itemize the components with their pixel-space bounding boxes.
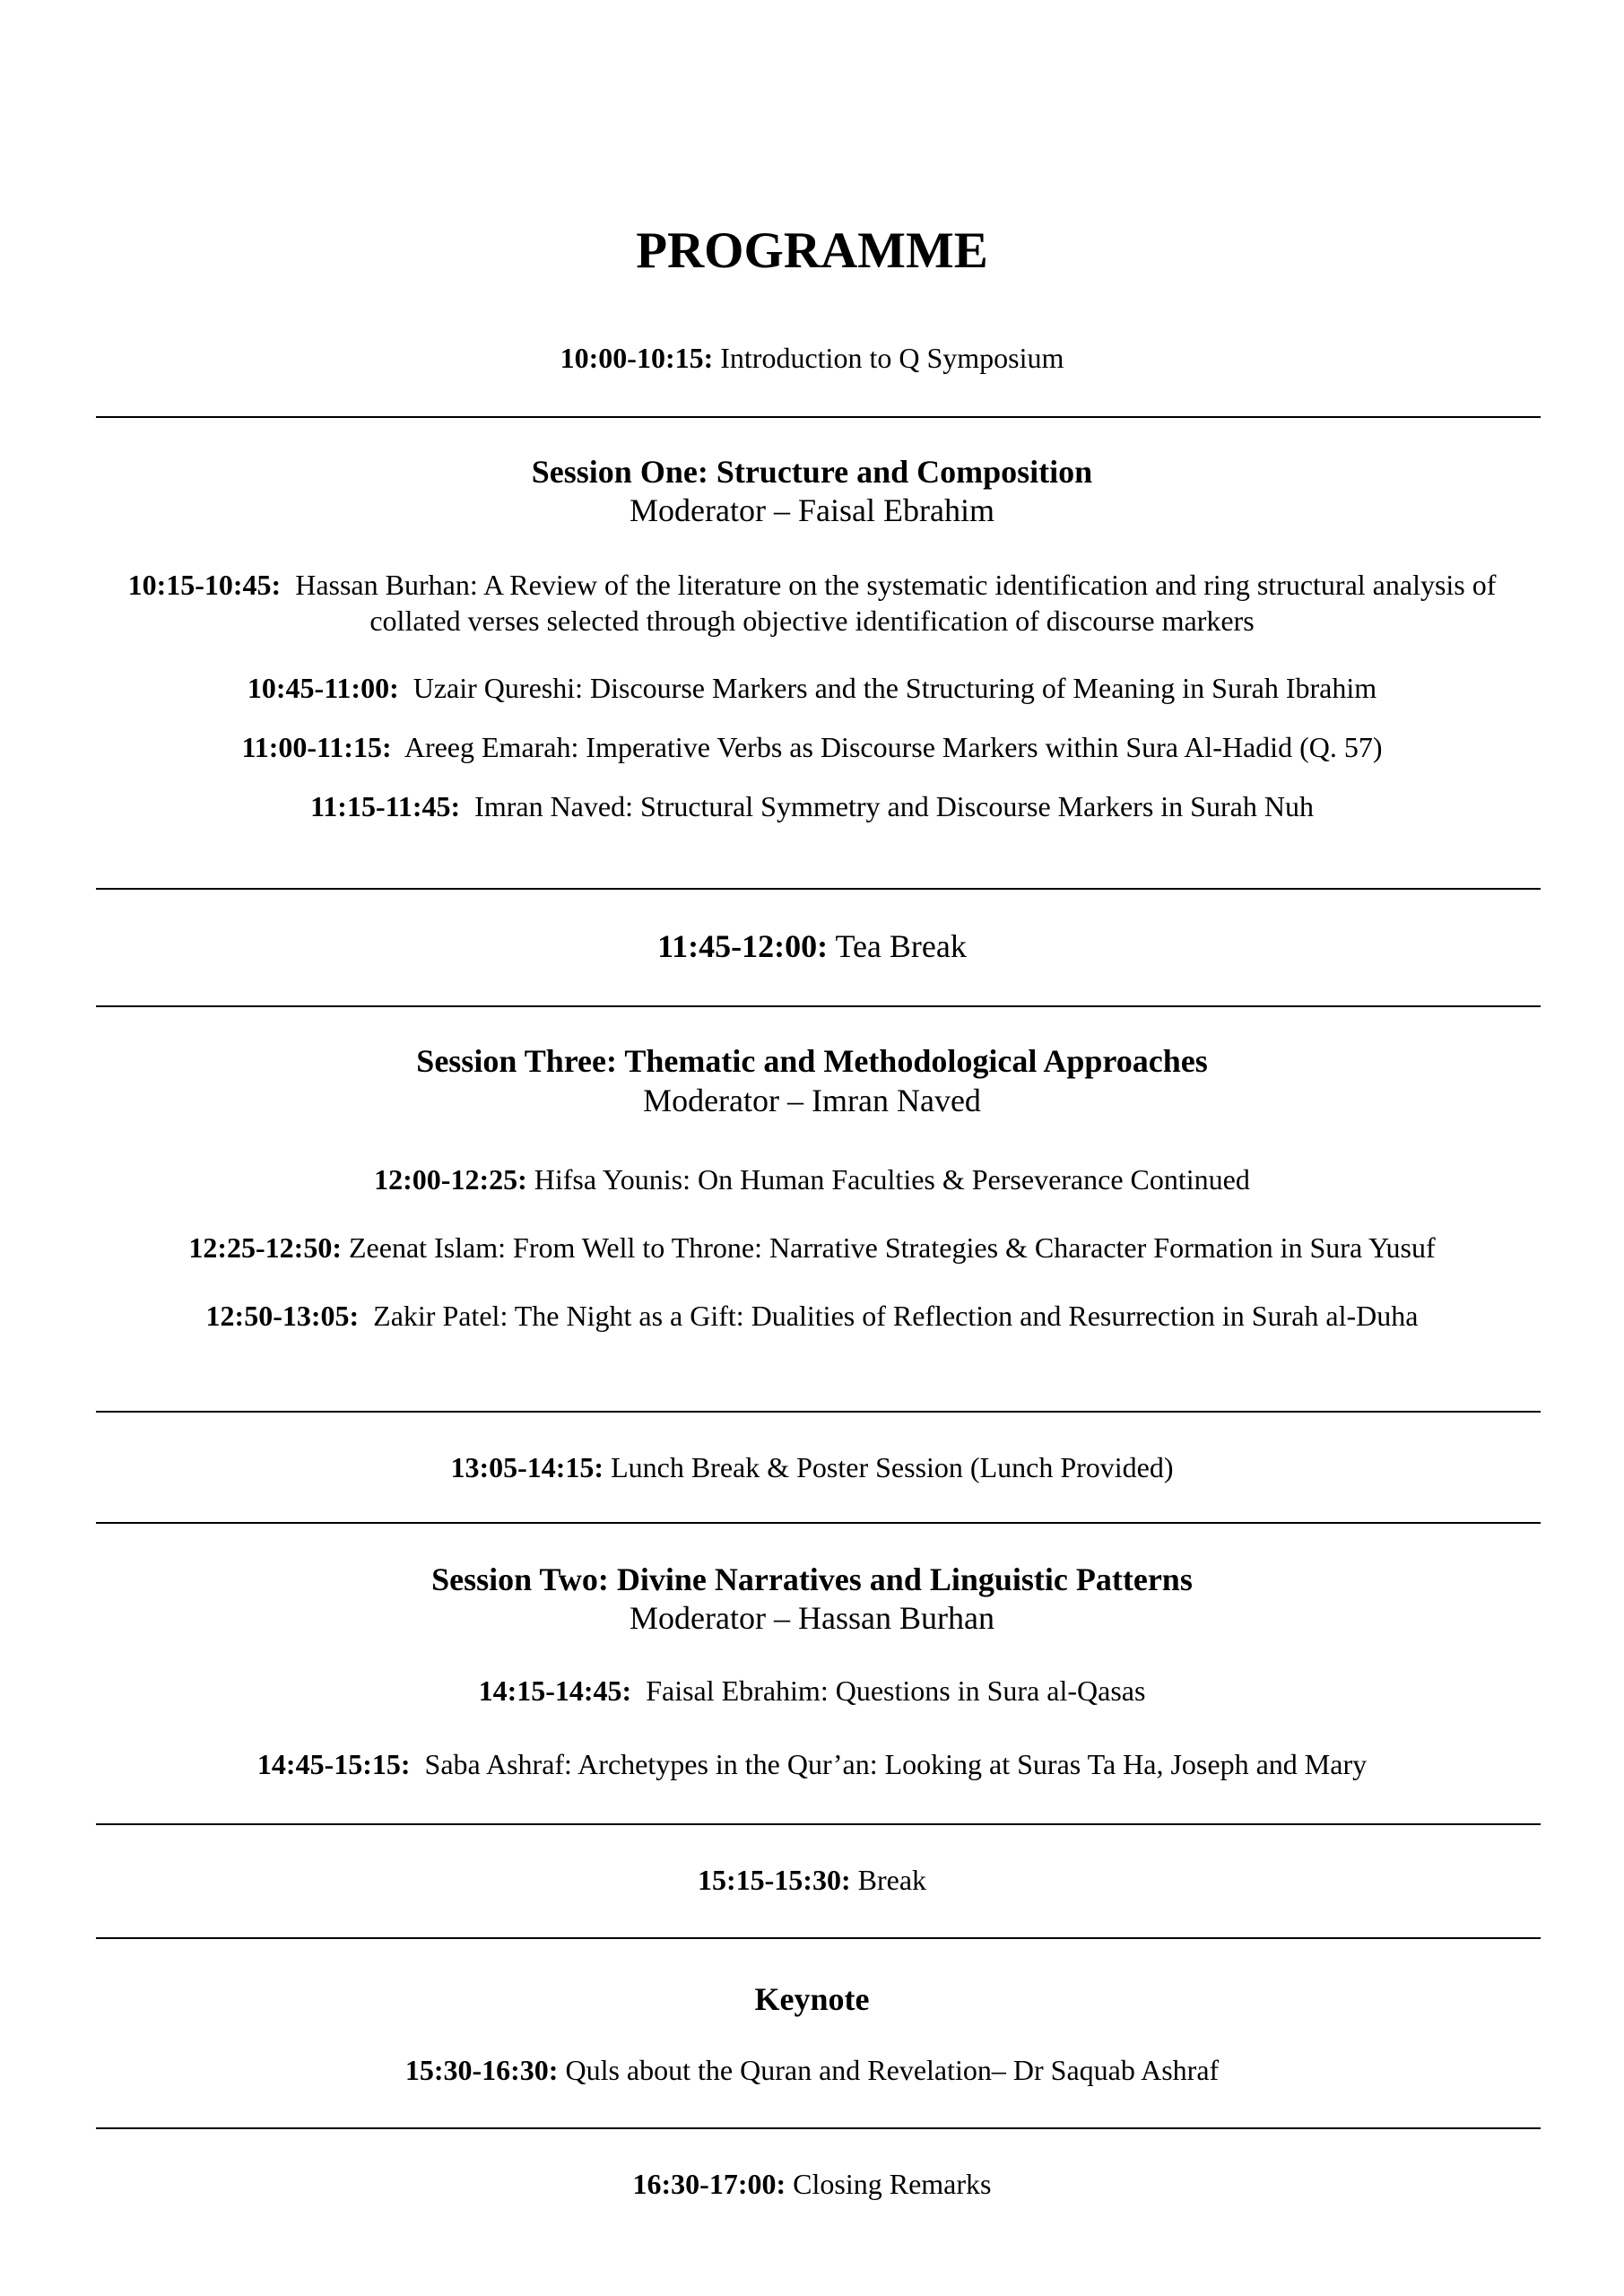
talk-entry bbox=[0, 1163, 1624, 1196]
session-one-title: Session One: Structure and Composition bbox=[531, 454, 1093, 490]
divider bbox=[96, 1937, 1541, 1939]
page-title: PROGRAMME bbox=[636, 222, 988, 279]
session-three-title: Session Three: Thematic and Methodological Approaches bbox=[416, 1043, 1208, 1079]
divider bbox=[96, 1823, 1541, 1825]
talk-entry bbox=[0, 1300, 1624, 1333]
talk-entry bbox=[99, 567, 1525, 639]
divider bbox=[96, 416, 1541, 418]
talk-entry bbox=[0, 1748, 1624, 1781]
session-one-moderator: Moderator – Faisal Ebrahim bbox=[630, 492, 994, 528]
keynote-title: Keynote bbox=[754, 1981, 870, 2017]
keynote-entry bbox=[0, 2054, 1624, 2087]
entry-time: 10:45-11:00: bbox=[247, 672, 399, 704]
entry-text: Uzair Qureshi: Discourse Markers and the Structuring of Meaning in Surah Ibrahim bbox=[413, 672, 1377, 704]
entry-text: Quls about the Quran and Revelation– Dr Saquab Ashraf bbox=[565, 2054, 1220, 2086]
session-two-title: Session Two: Divine Narratives and Linguistic Patterns bbox=[431, 1561, 1193, 1597]
talk-entry bbox=[0, 672, 1624, 705]
entry-time: 14:15-14:45: bbox=[478, 1674, 632, 1707]
intro-entry bbox=[0, 342, 1624, 375]
entry-time: 16:30-17:00: bbox=[632, 2168, 786, 2200]
talk-entry bbox=[0, 1231, 1624, 1265]
entry-text: Hassan Burhan: A Review of the literature on the systematic identification and ring structural analysis of collated verses selected through objective identification of discourse markers bbox=[295, 569, 1497, 637]
entry-text: Areeg Emarah: Imperative Verbs as Discourse Markers within Sura Al-Hadid (Q. 57) bbox=[404, 731, 1383, 763]
divider bbox=[96, 1005, 1541, 1007]
talk-entry bbox=[0, 731, 1624, 764]
entry-time: 12:50-13:05: bbox=[205, 1300, 360, 1332]
entry-text: Faisal Ebrahim: Questions in Sura al-Qasas bbox=[646, 1674, 1146, 1707]
entry-text: Saba Ashraf: Archetypes in the Qur’an: Looking at Suras Ta Ha, Joseph and Mary bbox=[424, 1748, 1368, 1780]
entry-text: Lunch Break & Poster Session (Lunch Provided) bbox=[611, 1451, 1174, 1483]
closing-entry bbox=[0, 2168, 1624, 2201]
break-entry bbox=[0, 1864, 1624, 1897]
entry-time: 11:00-11:15: bbox=[241, 731, 392, 763]
divider bbox=[96, 1522, 1541, 1524]
entry-text: Break bbox=[857, 1864, 927, 1896]
lunch-entry bbox=[0, 1451, 1624, 1484]
session-two-moderator: Moderator – Hassan Burhan bbox=[630, 1600, 994, 1636]
divider bbox=[96, 2127, 1541, 2129]
entry-time: 13:05-14:15: bbox=[450, 1451, 604, 1483]
entry-time: 12:00-12:25: bbox=[374, 1163, 527, 1196]
entry-text: Introduction to Q Symposium bbox=[720, 342, 1064, 374]
entry-text: Zeenat Islam: From Well to Throne: Narrative Strategies & Character Formation in Sura Yusuf bbox=[348, 1231, 1436, 1264]
talk-entry bbox=[0, 790, 1624, 823]
entry-time: 14:45-15:15: bbox=[256, 1748, 411, 1780]
entry-time: 11:45-12:00: bbox=[657, 928, 829, 964]
entry-time: 11:15-11:45: bbox=[310, 790, 461, 822]
entry-text: Zakir Patel: The Night as a Gift: Dualities of Reflection and Resurrection in Surah al-Duha bbox=[373, 1300, 1419, 1332]
entry-text: Hifsa Younis: On Human Faculties & Perseverance Continued bbox=[534, 1163, 1250, 1196]
entry-time: 12:25-12:50: bbox=[188, 1231, 342, 1264]
entry-text: Closing Remarks bbox=[793, 2168, 992, 2200]
session-three-moderator: Moderator – Imran Naved bbox=[643, 1083, 981, 1118]
talk-entry bbox=[0, 1674, 1624, 1708]
entry-text: Imran Naved: Structural Symmetry and Discourse Markers in Surah Nuh bbox=[474, 790, 1314, 822]
divider bbox=[96, 888, 1541, 890]
entry-time: 15:30-16:30: bbox=[404, 2054, 559, 2086]
entry-time: 15:15-15:30: bbox=[697, 1864, 851, 1896]
entry-time: 10:00-10:15: bbox=[560, 342, 714, 374]
entry-text: Tea Break bbox=[835, 928, 967, 964]
entry-time: 10:15-10:45: bbox=[127, 569, 282, 601]
divider bbox=[96, 1411, 1541, 1413]
tea-break-entry bbox=[0, 928, 1624, 965]
